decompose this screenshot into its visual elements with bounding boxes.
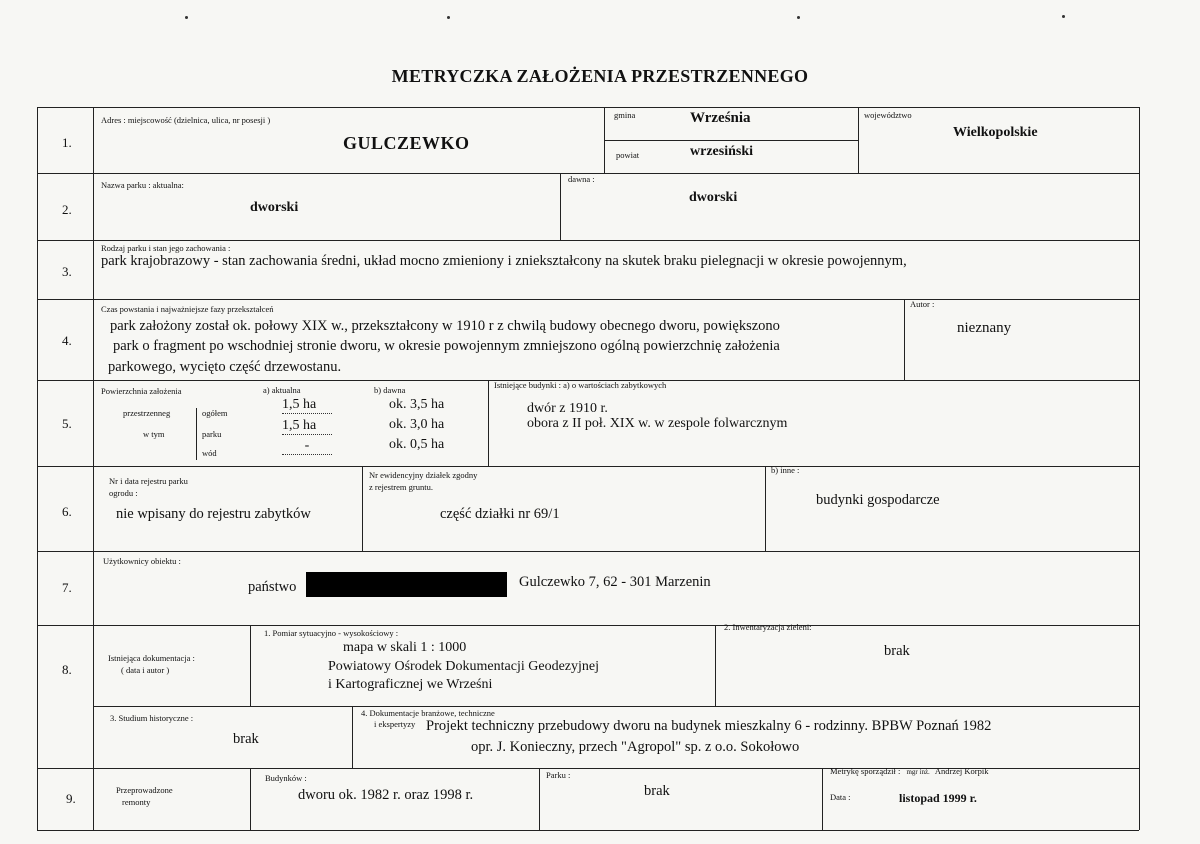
users-label: Użytkownicy obiektu :: [103, 556, 181, 566]
wojewodztwo-label: województwo: [864, 110, 912, 120]
row-number-7: 7.: [62, 580, 72, 595]
branch-docs-line-2: opr. J. Konieczny, przech "Agropol" sp. z o.o. Sokołowo: [471, 739, 800, 755]
area-space-label: przestrzenneg: [123, 408, 171, 418]
prepared-by-title: mgr inż.: [906, 768, 930, 776]
date-value: listopad 1999 r.: [899, 791, 977, 805]
former-name-label: dawna :: [568, 174, 595, 184]
historical-study-label: 3. Studium historyczne :: [110, 713, 194, 723]
history-phases-line-2: park o fragment po wschodniej stronie dworu, w okresie powojennym zmniejszono ogólną powierzchnię założenia: [113, 338, 780, 354]
wojewodztwo-value: Wielkopolskie: [953, 125, 1038, 140]
history-phases-line-1: park założony został ok. połowy XIX w., przekształcony w 1910 r z chwilą budowy obecnego dworu, powiększono: [110, 318, 780, 334]
buildings-repairs-label: Budynków :: [265, 773, 307, 783]
park-name-label: Nazwa parku : aktualna:: [101, 180, 184, 190]
area-total-label: ogółem: [202, 408, 228, 418]
register-label-1: Nr i data rejestru parku: [109, 476, 188, 486]
survey-line-1: mapa w skali 1 : 1000: [343, 640, 467, 655]
row-number-1: 1.: [62, 135, 72, 150]
branch-docs-line-1: Projekt techniczny przebudowy dworu na budynek mieszkalny 6 - rodzinny. BPBW Poznań 1982: [426, 718, 992, 734]
row-number-5: 5.: [62, 416, 72, 431]
building-1: dwór z 1910 r.: [527, 401, 608, 416]
scan-speck: [1062, 15, 1065, 18]
gmina-label: gmina: [614, 110, 636, 120]
area-label: Powierzchnia założenia: [101, 386, 182, 396]
area-former-water: ok. 0,5 ha: [389, 437, 445, 452]
register-label-2: ogrodu :: [109, 488, 138, 498]
date-label: Data :: [830, 792, 851, 802]
address-label: Adres : miejscowość (dzielnica, ulica, nr posesji ): [101, 115, 271, 125]
scan-speck: [797, 16, 800, 19]
other-buildings-value: budynki gospodarcze: [816, 492, 940, 508]
prepared-by-label: Metrykę sporządził :: [830, 766, 901, 776]
area-former-header: b) dawna: [374, 385, 406, 395]
history-phases-line-3: parkowego, wycięto część drzewostanu.: [108, 359, 342, 375]
redaction-bar: [306, 572, 507, 597]
area-current-park: 1,5 ha: [282, 418, 332, 435]
page-title: METRYCZKA ZAŁOŻENIA PRZESTRZENNEGO: [391, 66, 809, 86]
author-label: Autor :: [910, 299, 935, 309]
users-value: państwo: [248, 579, 297, 595]
row-number-4: 4.: [62, 333, 72, 348]
docs-label-2: ( data i autor ): [121, 665, 170, 675]
survey-line-2: Powiatowy Ośrodek Dokumentacji Geodezyjnej: [328, 659, 599, 674]
gmina-value: Września: [690, 110, 751, 126]
building-2: obora z II poł. XIX w. w zespole folwarcznym: [527, 416, 788, 431]
branch-docs-label-1: 4. Dokumentacje branżowe, techniczne: [361, 708, 495, 718]
greenery-label: 2. Inwentaryzacja zieleni:: [724, 622, 812, 632]
scan-speck: [185, 16, 188, 19]
area-current-total: 1,5 ha: [282, 397, 332, 414]
plots-label-1: Nr ewidencyjny działek zgodny: [369, 470, 478, 480]
row-number-9: 9.: [66, 791, 76, 806]
survey-label: 1. Pomiar sytuacyjno - wysokościowy :: [264, 628, 399, 638]
row-number-6: 6.: [62, 504, 72, 519]
park-name-value: dworski: [250, 200, 299, 215]
park-type-value: park krajobrazowy - stan zachowania średni, układ mocno zmieniony i zniekształcony na skutek braku pielegnacji w okresie powojennym,: [101, 253, 907, 269]
powiat-value: wrzesiński: [690, 144, 753, 159]
author-value: nieznany: [957, 320, 1012, 336]
plots-value: część działki nr 69/1: [440, 506, 560, 522]
park-repairs-value: brak: [644, 783, 670, 799]
survey-line-3: i Kartograficznej we Wrześni: [328, 677, 493, 692]
docs-label-1: Istniejąca dokumentacja :: [108, 653, 195, 663]
repairs-label-2: remonty: [122, 797, 151, 807]
buildings-repairs-value: dworu ok. 1982 r. oraz 1998 r.: [298, 787, 474, 803]
historical-study-value: brak: [233, 731, 259, 747]
history-phases-label: Czas powstania i najważniejsze fazy przekształceń: [101, 304, 274, 314]
branch-docs-label-2: i ekspertyzy: [374, 719, 416, 729]
address-value: GULCZEWKO: [343, 133, 470, 153]
row-number-3: 3.: [62, 264, 72, 279]
repairs-label-1: Przeprowadzone: [116, 785, 173, 795]
plots-label-2: z rejestrem gruntu.: [369, 482, 433, 492]
area-current-header: a) aktualna: [263, 385, 301, 395]
buildings-label: Istniejące budynki : a) o wartościach zabytkowych: [494, 380, 667, 390]
users-address: Gulczewko 7, 62 - 301 Marzenin: [519, 574, 711, 590]
area-water-label: wód: [202, 448, 217, 458]
former-name-value: dworski: [689, 190, 738, 205]
area-park-label: parku: [202, 429, 222, 439]
register-value: nie wpisany do rejestru zabytków: [116, 506, 311, 522]
park-repairs-label: Parku :: [546, 770, 571, 780]
row-number-2: 2.: [62, 202, 72, 217]
park-type-label: Rodzaj parku i stan jego zachowania :: [101, 243, 231, 253]
prepared-by-name: Andrzej Korpik: [934, 766, 989, 776]
powiat-label: powiat: [616, 150, 640, 160]
row-number-8: 8.: [62, 662, 72, 677]
prepared-by: [830, 766, 989, 776]
area-former-total: ok. 3,5 ha: [389, 397, 445, 412]
scan-speck: [447, 16, 450, 19]
area-current-water: -: [282, 438, 332, 455]
area-intym-label: w tym: [143, 429, 165, 439]
other-buildings-label: b) inne :: [771, 465, 800, 475]
area-former-park: ok. 3,0 ha: [389, 417, 445, 432]
greenery-value: brak: [884, 643, 910, 659]
